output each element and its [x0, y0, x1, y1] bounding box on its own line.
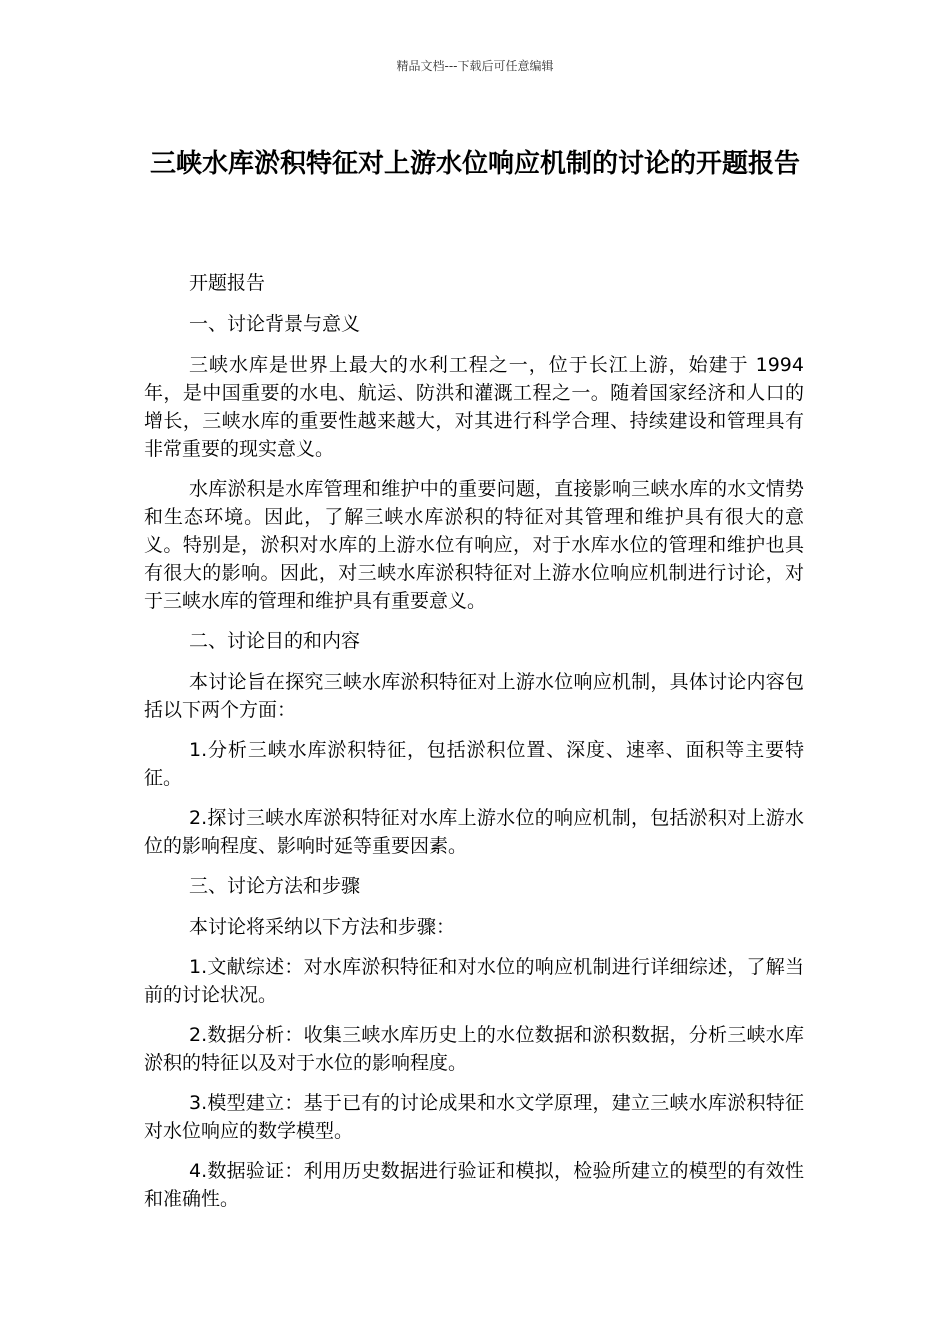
paragraph-background-1: 三峡水库是世界上最大的水利工程之一，位于长江上游，始建于 1994 年，是中国重要的水电、航运、防洪和灌溉工程之一。随着国家经济和人口的增长，三峡水库的重要性越来越大，对其进行科学合理、持续建设和管理具有非常重要的现实意义。: [144, 354, 804, 460]
list-item-method-3: 3.模型建立：基于已有的讨论成果和水文学原理，建立三峡水库淤积特征对水位响应的数学模型。: [144, 1092, 804, 1142]
document-body: [144, 269, 804, 1225]
paragraph-objectives-intro: 本讨论旨在探究三峡水库淤积特征对上游水位响应机制，具体讨论内容包括以下两个方面：: [144, 671, 804, 721]
paragraph-methods-intro: 本讨论将采纳以下方法和步骤：: [189, 916, 456, 938]
list-item-objective-2: 2.探讨三峡水库淤积特征对水库上游水位的响应机制，包括淤积对上游水位的影响程度、影响时延等重要因素。: [144, 807, 804, 857]
page-header: 精品文档---下载后可任意编辑: [396, 59, 554, 73]
list-item-method-1: 1.文献综述：对水库淤积特征和对水位的响应机制进行详细综述，了解当前的讨论状况。: [144, 956, 804, 1006]
section-heading-objectives: 二、讨论目的和内容: [189, 630, 361, 652]
list-item-method-2: 2.数据分析：收集三峡水库历史上的水位数据和淤积数据，分析三峡水库淤积的特征以及对于水位的影响程度。: [144, 1024, 804, 1074]
document-title: 三峡水库淤积特征对上游水位响应机制的讨论的开题报告: [149, 149, 800, 179]
paragraph-background-2: 水库淤积是水库管理和维护中的重要问题，直接影响三峡水库的水文情势和生态环境。因此，了解三峡水库淤积的特征对其管理和维护具有很大的意义。特别是，淤积对水库的上游水位有响应，对于水库水位的管理和维护也具有很大的影响。因此，对三峡水库淤积特征对上游水位响应机制进行讨论，对于三峡水库的管理和维护具有重要意义。: [144, 478, 804, 612]
list-item-objective-1: 1.分析三峡水库淤积特征，包括淤积位置、深度、速率、面积等主要特征。: [144, 739, 804, 789]
section-heading-background: 一、讨论背景与意义: [189, 313, 361, 335]
list-item-method-4: 4.数据验证：利用历史数据进行验证和模拟，检验所建立的模型的有效性和准确性。: [144, 1160, 804, 1210]
section-label-proposal: 开题报告: [189, 272, 266, 294]
section-heading-methods: 三、讨论方法和步骤: [189, 875, 361, 897]
